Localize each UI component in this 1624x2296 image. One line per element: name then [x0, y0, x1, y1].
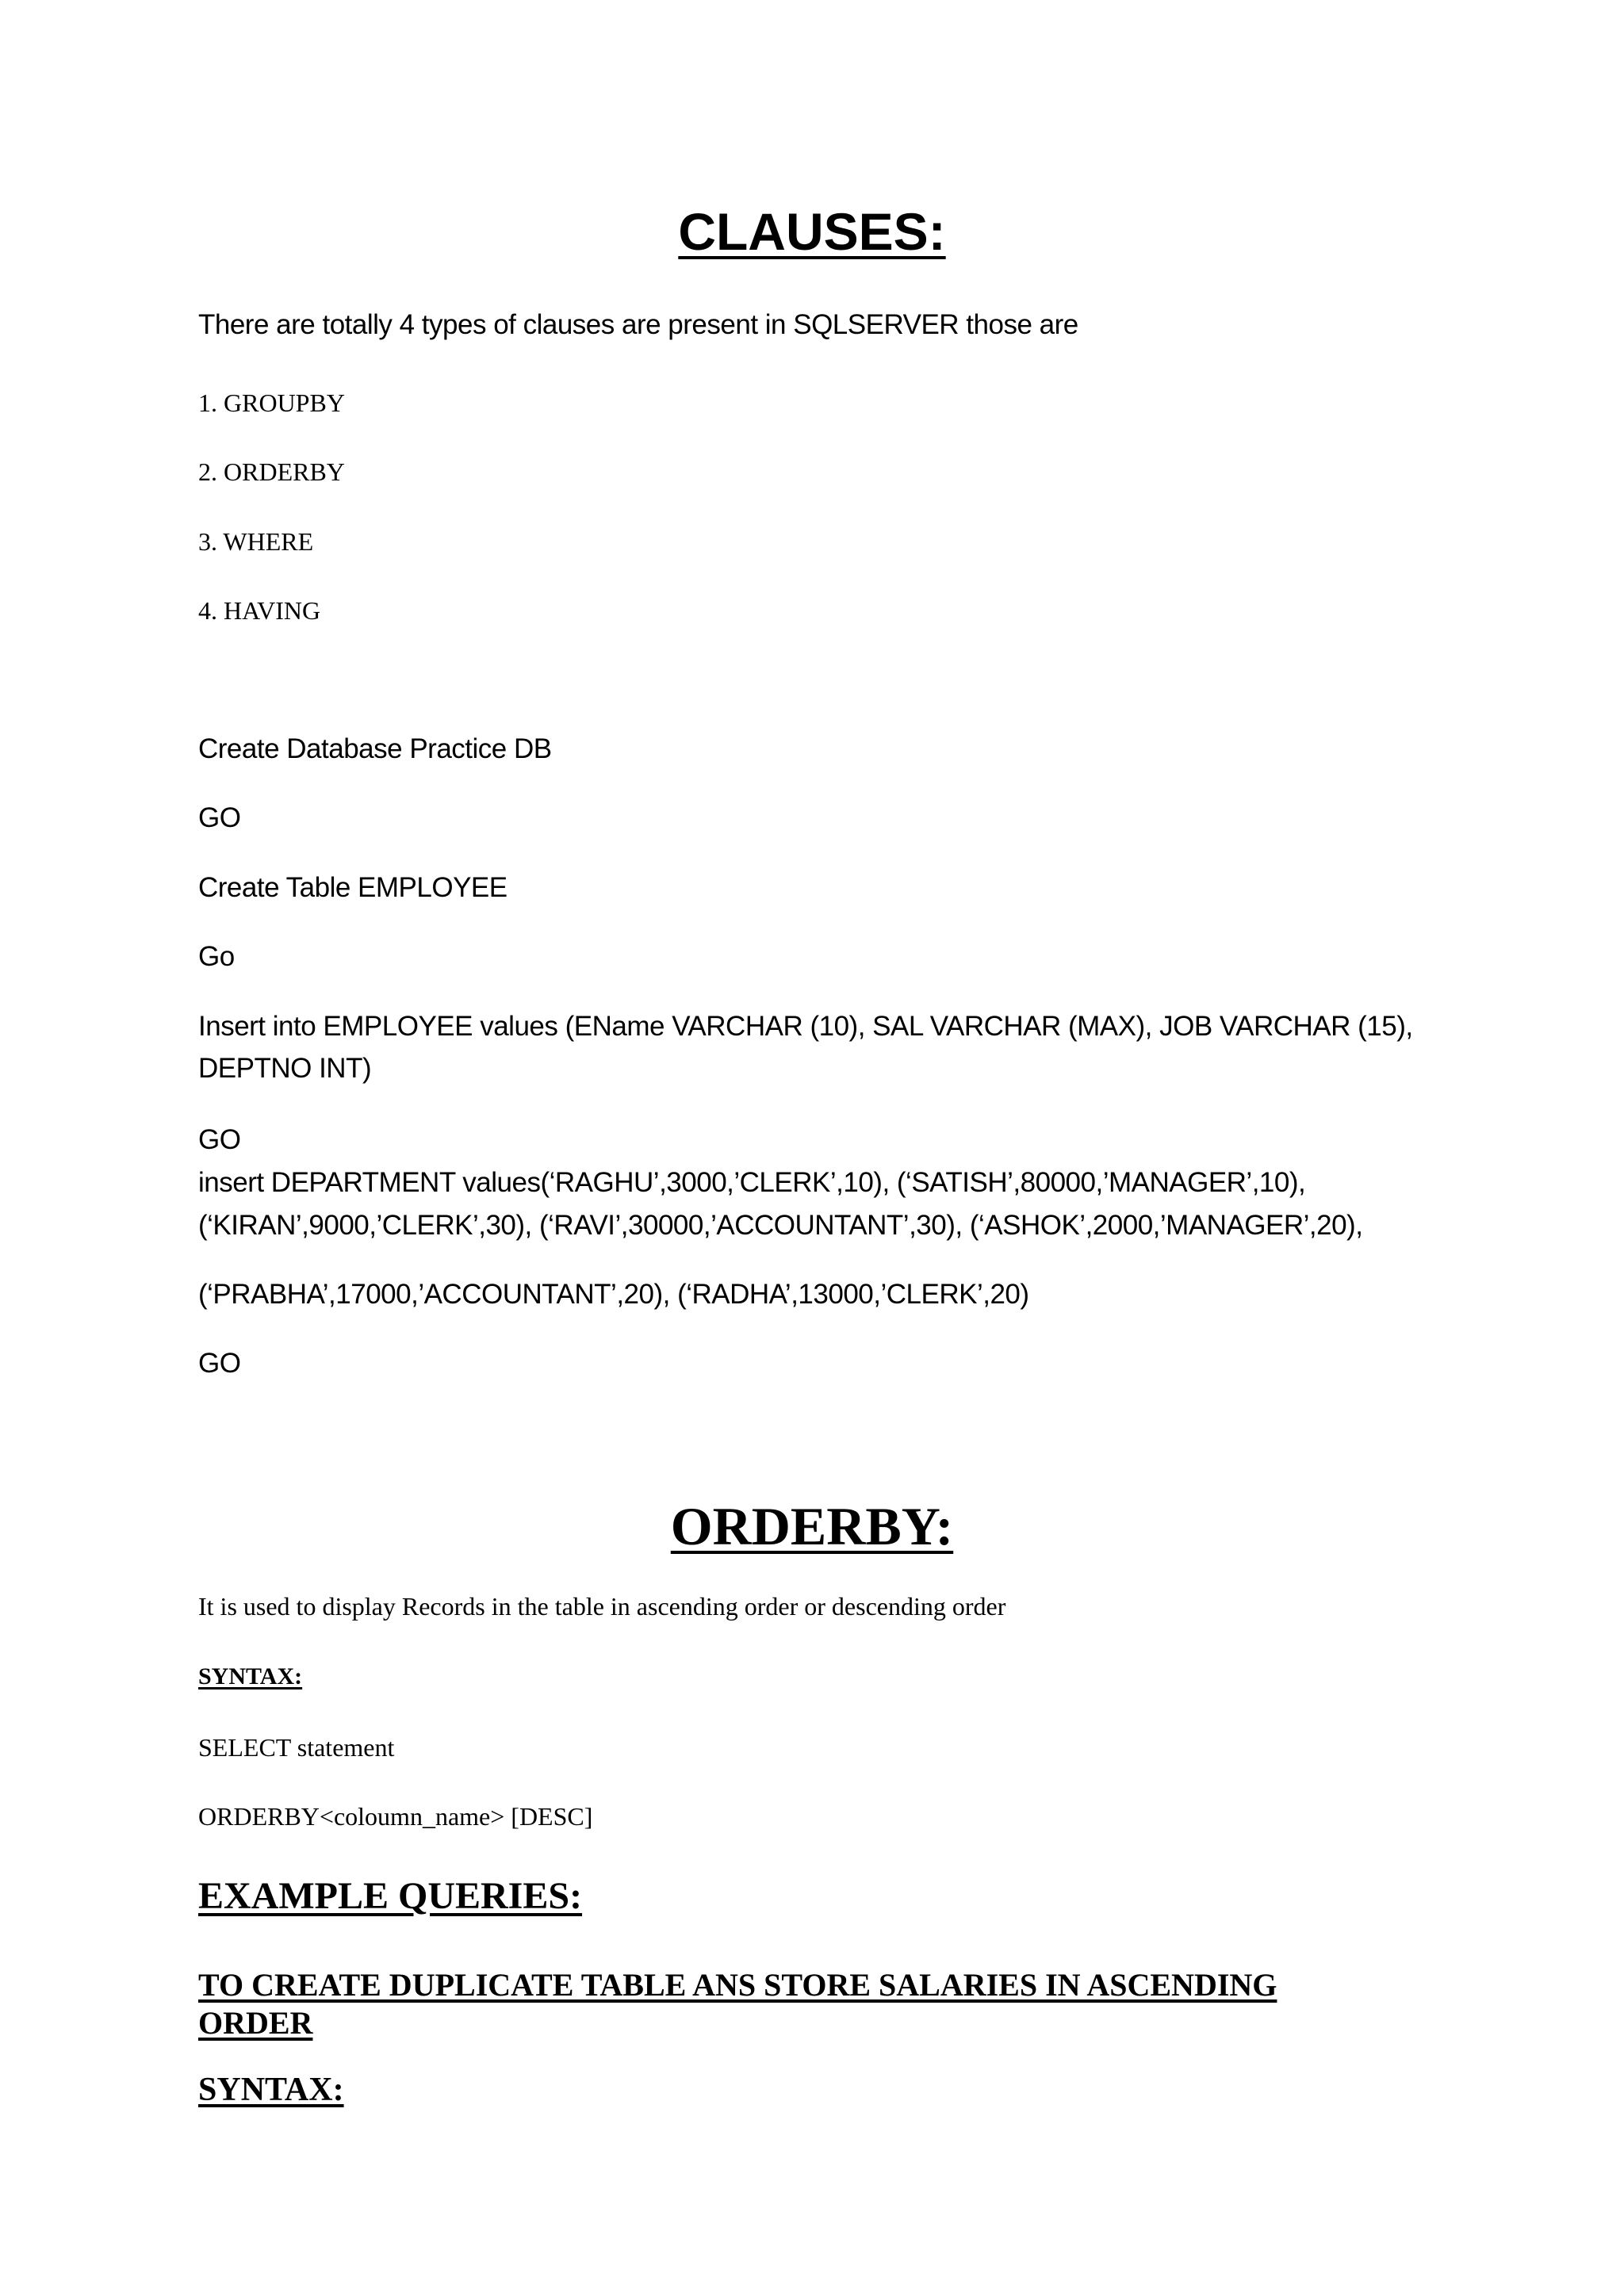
sql-line-insert-employee-cont: DEPTNO INT) [198, 1053, 372, 1084]
list-item-where: 3. WHERE [198, 527, 314, 556]
sql-line-go-2: Go [198, 941, 235, 972]
orderby-syntax-line-1: SELECT statement [198, 1733, 395, 1762]
sql-line-go-1: GO [198, 802, 241, 833]
sql-line-insert-department-cont1: (‘KIRAN’,9000,’CLERK’,30), (‘RAVI’,30000,’ACCOUNTANT’,30), (‘ASHOK’,2000,’MANAGER’,20), [198, 1210, 1363, 1241]
orderby-description: It is used to display Records in the table in ascending order or descending order [198, 1592, 1006, 1621]
sql-line-go-3: GO [198, 1124, 241, 1155]
orderby-syntax-line-2: ORDERBY<coloumn_name> [DESC] [198, 1802, 593, 1831]
orderby-syntax-label: SYNTAX: [198, 1663, 303, 1689]
clauses-intro: There are totally 4 types of clauses are present in SQLSERVER those are [198, 309, 1078, 340]
list-item-having: 4. HAVING [198, 596, 321, 625]
sql-line-go-4: GO [198, 1348, 241, 1379]
sql-line-insert-employee: Insert into EMPLOYEE values (EName VARCHAR (10), SAL VARCHAR (MAX), JOB VARCHAR (15), [198, 1011, 1413, 1042]
example-syntax-label: SYNTAX: [198, 2072, 344, 2108]
list-item-orderby: 2. ORDERBY [198, 457, 345, 486]
sql-line-create-database: Create Database Practice DB [198, 733, 552, 764]
example-queries-heading: EXAMPLE QUERIES: [198, 1875, 583, 1917]
sql-line-insert-department: insert DEPARTMENT values(‘RAGHU’,3000,’CLERK’,10), (‘SATISH’,80000,’MANAGER’,10), [198, 1167, 1306, 1198]
clauses-title: CLAUSES: [678, 202, 946, 261]
list-item-groupby: 1. GROUPBY [198, 388, 345, 417]
sql-line-insert-department-cont2: (‘PRABHA’,17000,’ACCOUNTANT’,20), (‘RADHA’,13000,’CLERK’,20) [198, 1279, 1029, 1310]
sql-line-create-table: Create Table EMPLOYEE [198, 872, 508, 903]
example-title: TO CREATE DUPLICATE TABLE ANS STORE SALARIES IN ASCENDING ORDER [198, 1967, 1277, 2041]
orderby-title: ORDERBY: [670, 1496, 954, 1556]
